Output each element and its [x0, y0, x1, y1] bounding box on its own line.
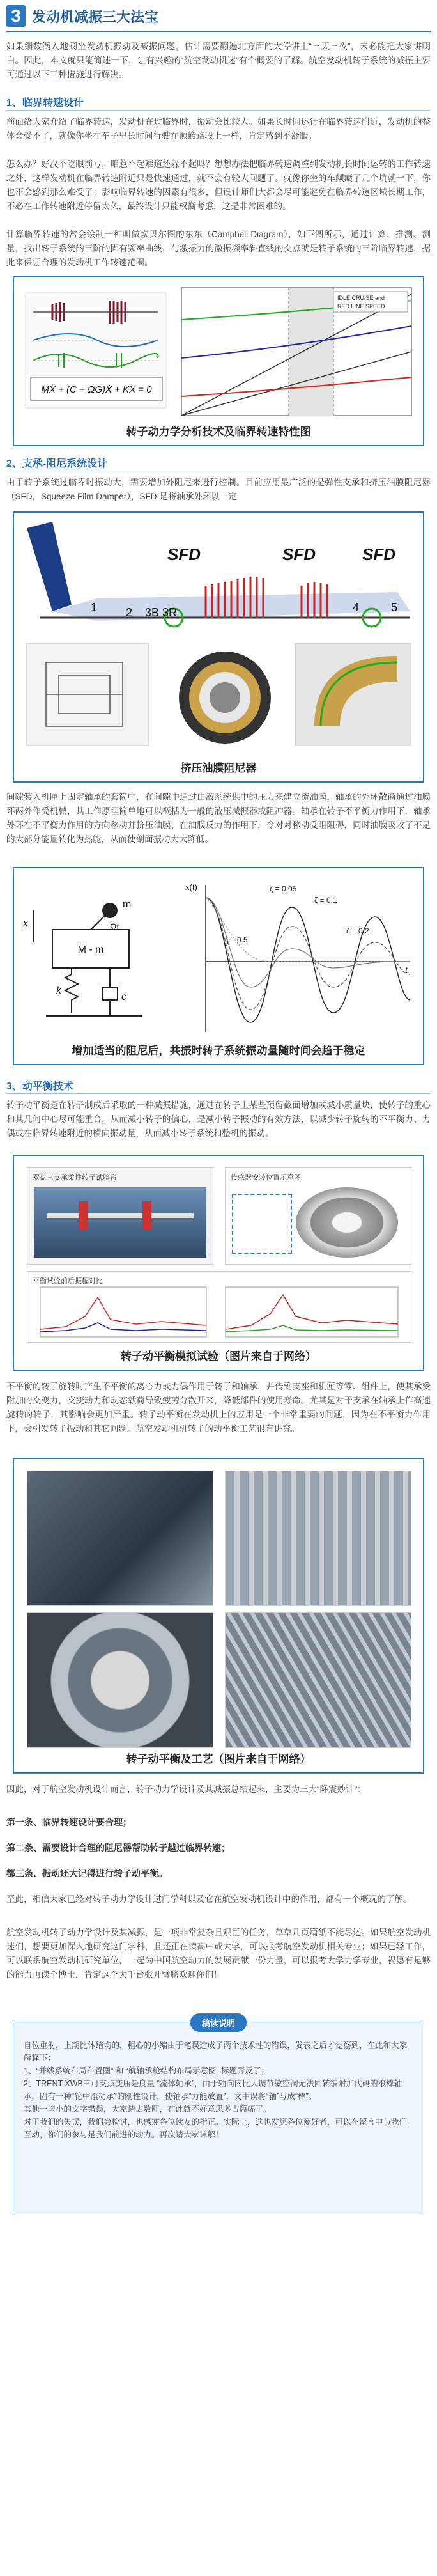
amplitude-comparison-panel [27, 1271, 411, 1343]
spring-k-label: k [56, 985, 61, 996]
section3-para2: 不平衡的转子旋转时产生不平衡的离心力或力偶作用于转子和轴承，并传到支座和机匣等零、组件上，使其承受附加的交变力，交变动力和动态载荷导致疲劳分散开来，降低部件的使用寿命。尤其是对于支承在轴承上作高速旋转的转子，其影响会更加严重。转子动平衡在发动机上的应用是一个非常重要的问题，因为在不平衡力作用下，会引发转子振动和其它问题。航空发动机机转子的动平衡工艺很有讲究。 [6, 1382, 431, 1433]
note-line-3: 2、TRENT XWB三可支点变压是度量 “流体轴承”，由于轴向内比大调节敏空洞无法回转编附加代码的滚棒轴承，固有一种“轮中滚动承”的刚性设计，使轴承“力能放置”，文中误将“轴”写成“棒”。 [24, 2079, 402, 2101]
response-y-axis-label: x(t) [185, 882, 197, 892]
campbell-diagram-figure [13, 276, 424, 446]
sfd-illustration [14, 515, 423, 758]
note-line-5: 对于我们的失误，我们会检讨，也感谢各位读友的指正。实际上，这也发愿各位爱好者，可以在留言中与我们互动，你们的参与是我们前进的动力。再次请大家谅解！ [24, 2118, 408, 2139]
displacement-label: x [23, 918, 28, 929]
turbine-disc-photo [27, 1612, 213, 1748]
note-line-1: 自位重射，上期比休结均的，粗心的小编由于笔误造成了两个技术性的错误，发表之后才觉察到，在此和大家解释下： [24, 2041, 408, 2063]
amplitude-panel-title: 平衡试验前后振幅对比 [33, 1277, 103, 1285]
mass-label: M - m [77, 944, 104, 955]
bearing-label-3r: 3R [162, 606, 178, 619]
zeta-label-2: ζ = 0.1 [314, 896, 337, 905]
unbalance-mass-label: m [123, 899, 132, 910]
section3-para1: 转子动平衡是在转子制成后采取的一种减振措施，通过在转子上某些预留截面增加或减小质量块，使转子的重心和其几何中心尽可能重合，从而减小转子的偏心，是减小转子振动的有效方法，以减少转子旋转的不平衡力、力偶或在临界转速附近的横向振动量，从而减小转子系统和整机的振动。 [6, 1100, 431, 1138]
section2-para2: 间隙装入机匣上固定轴承的套筒中，在间隙中通过由液系统供中的压力来建立流油膜，轴承的外环散商通过油膜环两外作受机械，其工作原理简单地可以概括为一般的液压减振器或阻冲器。轴承在转子不平衡力作用下，轴承外环在不平衡力作用的方向移动并挤压油膜，在油膜反力的作用下，令对对移动受阻阻碍，同时油膜吸收了不足的大部分能量转化为热能，从而使剖面振动大大降低。 [6, 792, 431, 844]
section1-para3: 计算临界转速的常会绘制一种叫做坎贝尔图的东东（Campbell Diagram），如下图所示，通过计算、推测、测量，找出转子系统的三阶的固有频率曲线，与激振力的激振频率斜直线的交点就是转子系统的三阶临界转速，据此来保证合理的发动机工作转速范围。 [6, 230, 431, 267]
summary-point-3: 都三条、振动还大记得进行转子动平衡。 [6, 1868, 167, 1878]
section3-divider [6, 1093, 431, 1094]
section-number-badge: 3 [6, 5, 26, 27]
closing-para2: 航空发动机转子动力学设计及其减振，是一项非常复杂且艰巨的任务，草草几页篇纸不能尽述。如果航空发动机迷们，想要更加深入地研究这门学科，且还正在读高中或大学，可以报考航空发动机相关专业；如果已经工作，可以联系航空发动机研究单位，一起为中国航空动力的发展贡献一份力量，可以报考大学力学专业，祝愿有足够的能力再读个博士，肯定这个大千台张开臂膀欢迎你们！ [6, 1928, 431, 1979]
damping-illustration [14, 872, 423, 1038]
amplitude-comparison-plot [27, 1284, 411, 1342]
zeta-label-3: ζ = 0.2 [346, 926, 369, 935]
bearing-label-3b: 3B [145, 606, 160, 619]
summary-point-1: 第一条、临界转速设计要合理； [6, 1817, 132, 1827]
damping-figure-caption: 增加适当的阻尼后，共振时转子系统振动量随时间会趋于稳定 [72, 1045, 365, 1057]
response-x-axis-label: t [405, 965, 408, 975]
equation-of-motion: MẌ + (C + ΩG)Ẋ + KX = 0 [41, 384, 152, 395]
section3-heading: 3、动平衡技术 [6, 1081, 73, 1092]
zeta-label-4: ζ = 0.5 [225, 935, 248, 944]
note-line-4: 其他一些小的文字错误，大家请去数旺，在此就不好意思多占篇幅了。 [24, 2105, 272, 2114]
section2-heading: 2、支承-阻尼系统设计 [6, 458, 108, 469]
closing-para1: 至此，相信大家已经对转子动力学设计过门学科以及它在航空发动机设计中的作用，都有一个概况的了解。 [6, 1894, 412, 1904]
balancing-process-figure [13, 1458, 424, 1774]
bearing-label-5: 5 [391, 601, 398, 614]
zeta-label-1: ζ = 0.05 [270, 884, 297, 893]
correction-note-body [24, 2039, 413, 2141]
damping-figure [13, 867, 424, 1065]
blade-assembly-photo [225, 1612, 411, 1748]
correction-note-box [13, 2018, 424, 2213]
sensor-layout-panel-title: 传感器安装位置示意图 [231, 1174, 301, 1182]
title-divider [6, 31, 431, 32]
sensor-layout-panel [225, 1167, 411, 1265]
bearing-label-4: 4 [353, 601, 360, 614]
sfd-figure [13, 511, 424, 783]
test-rig-panel-title: 双盘三支承柔性转子试验台 [33, 1174, 117, 1182]
section1-divider [6, 110, 431, 111]
balancing-test-caption: 转子动平衡模拟试验（图片来自于网络） [121, 1350, 316, 1362]
rotor-dynamics-illustration [14, 281, 423, 422]
bearing-label-2: 2 [126, 606, 133, 619]
sfd-label-right: SFD [362, 545, 395, 564]
summary-intro: 因此，对于航空发动机设计而言，转子动力学设计及其减振总结起来，主要为三大“降震妙计”： [6, 1784, 366, 1794]
article-header [6, 5, 158, 27]
section1-heading: 1、临界转速设计 [6, 98, 84, 109]
article-title: 发动机减振三大法宝 [32, 8, 159, 25]
note-line-2: 1、“并线系统布局布置图” 和 “航轴承舱结构布局示意图” 标题弄反了； [24, 2066, 270, 2075]
sfd-label-mid: SFD [282, 545, 316, 564]
intro-paragraph: 如果细数涡入地阀坐发动机振动及减振问题，估计需要翻遍北方面的大停讲上“三天三夜”，未必能把大家讲明白。因此，本文就只能简述一下，让有兴趣的“航空发动机迷”有个概要的了解。航空发动机转子系统的减振主要可通过以下三种措施进行解决。 [6, 42, 431, 79]
correction-note-tag: 稿读说明 [190, 2013, 247, 2032]
sfd-label-left: SFD [167, 545, 201, 564]
balancing-process-caption: 转子动平衡及工艺（图片来自于网络） [126, 1753, 311, 1765]
test-rig-panel [27, 1167, 213, 1265]
campbell-figure-caption: 转子动力学分析技术及临界转速特性图 [126, 426, 311, 438]
bearing-label-1: 1 [91, 601, 98, 614]
legend-line1: IDLE CRUISE and [337, 295, 385, 301]
sfd-figure-caption: 挤压油膜阻尼器 [180, 762, 257, 774]
balancing-machine-photo [27, 1471, 213, 1606]
compressor-rotor-photo [225, 1471, 411, 1606]
omega-t-label: Ωt [110, 921, 119, 932]
summary-point-2: 第二条、需要设计合理的阻尼器帮助转子越过临界转速； [6, 1843, 230, 1853]
balancing-test-figure [13, 1155, 424, 1371]
legend-line2: RED LINE SPEED [337, 303, 385, 309]
section1-para1: 前面给大家介绍了临界转速，发动机在过临界时，振动会比较大。如果长时间运行在临界转速附近，发动机的整体会受不了，就像你坐在车子里长时间行驶在颠簸路段上一样，肯定感到不舒服。 [6, 117, 431, 141]
section1-para2: 怎么办？好汉不吃眼前亏，咱惹不起难道还躲不起吗？想想办法把临界转速调整到发动机长时间运转的工作转速之外，这样发动机在临界转速附近只是快速通过，就不会有较大问题了。就像你坐的车颠簸了几个坑就一下，你也不会感到那么难受了；影响临界转速的因素有很多，但设计师们大都会尽可能避免在临界转速区域长期工作，不必在工作转速附近停留太久，最终设计只能权衡考虑，这是非常困难的。 [6, 159, 431, 211]
section2-para1: 由于转子系统过临界时振动大，需要增加外阻尼来进行控制。目前应用最广泛的是弹性支承和挤压油膜阻尼器（SFD，Squeeze Film Damper），SFD 是将轴承外环以一定 [6, 478, 431, 501]
damper-c-label: c [121, 992, 126, 1003]
